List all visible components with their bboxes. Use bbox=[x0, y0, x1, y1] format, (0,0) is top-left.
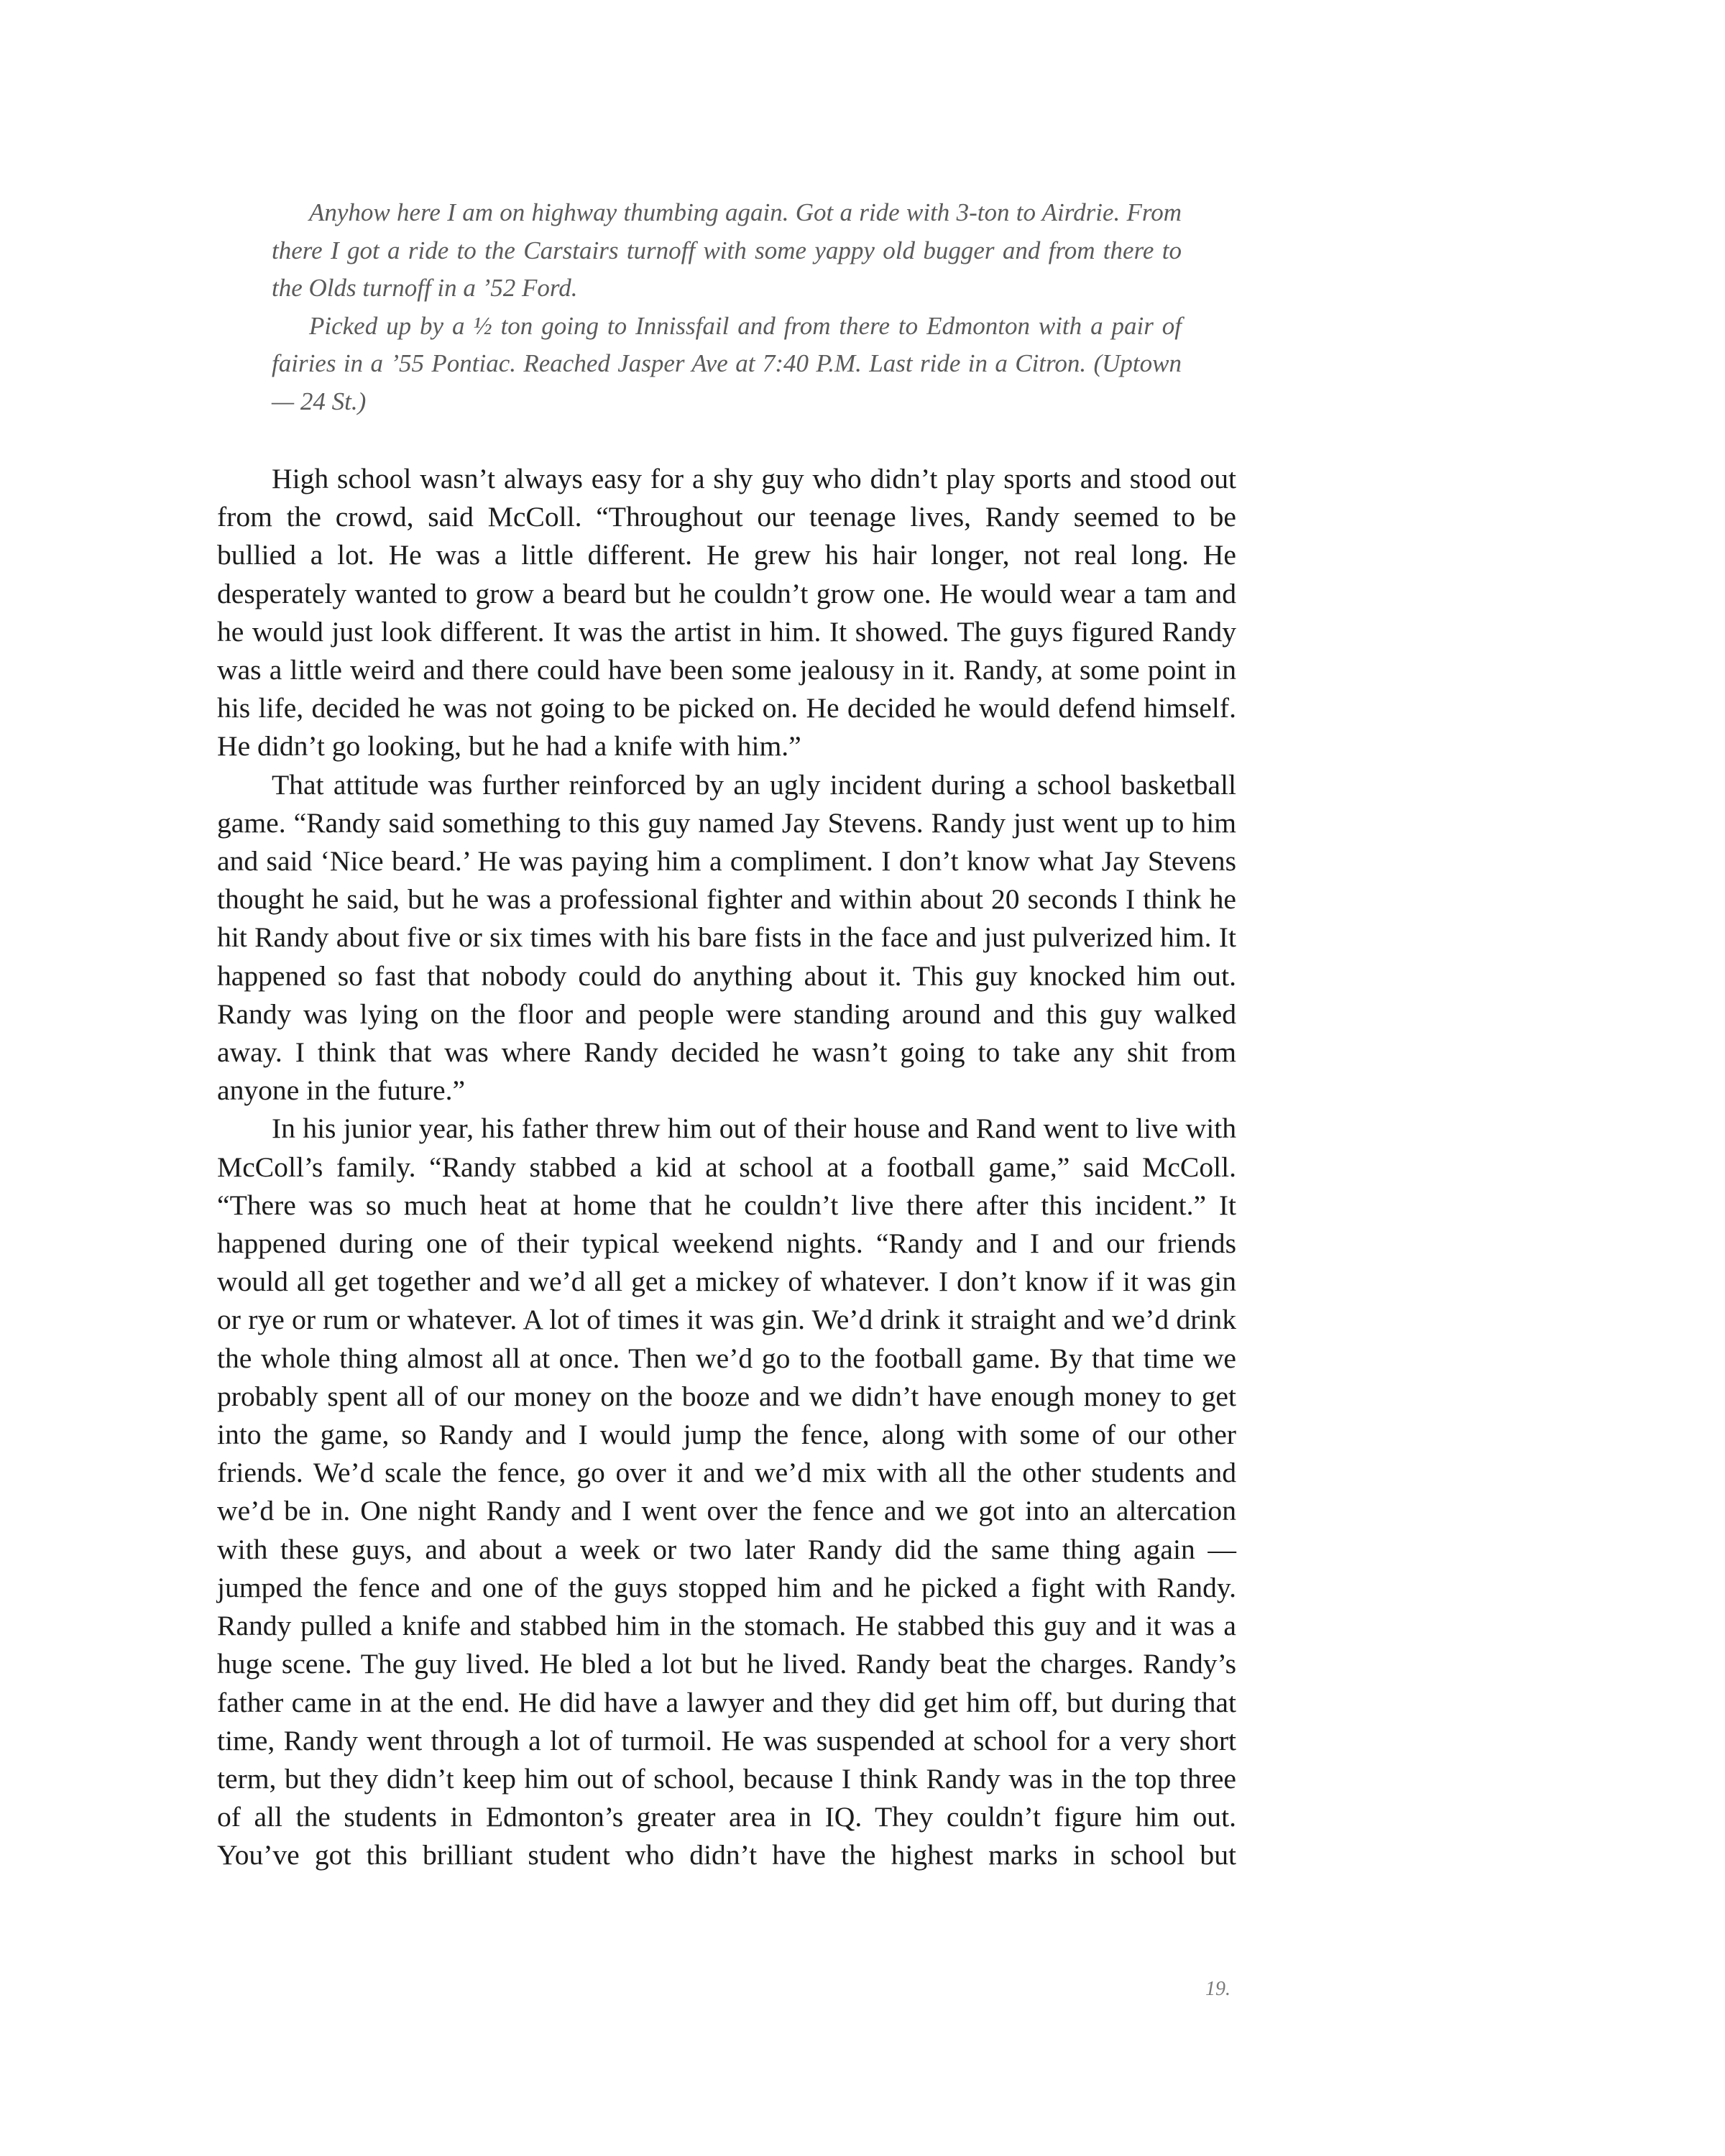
body-paragraph: In his junior year, his father threw him out of their house and Rand went to live with McColl’s family. “Randy stabbed a kid at school at a football game,” said McColl. “There was so much heat at home that he couldn’t live there after this incident.” It happened during one of their typical weekend nights. “Randy and I and our friends would all get together and we’d all get a mickey of whatever. I don’t know if it was gin or rye or rum or whatever. A lot of times it was gin. We’d drink it straight and we’d drink the whole thing almost all at once. Then we’d go to the football game. By that time we probably spent all of our money on the booze and we didn’t have enough money to get into the game, so Randy and I would jump the fence, along with some of our other friends. We’d scale the fence, go over it and we’d mix with all the other students and we’d be in. One night Randy and I went over the fence and we got into an altercation with these guys, and about a week or two later Randy did the same thing again — jumped the fence and one of the guys stopped him and he picked a fight with Randy. Randy pulled a knife and stabbed him in the stomach. He stabbed this guy and it was a huge scene. The guy lived. He bled a lot but he lived. Randy beat the charges. Randy’s father came in at the end. He did have a lawyer and they did get him off, but during that time, Randy went through a lot of turmoil. He was suspended at school for a very short term, but they didn’t keep him out of school, because I think Randy was in the top three of all the students in Edmonton’s greater area in IQ. They couldn’t figure him out. You’ve got this brilliant student who didn’t have the highest marks in school but bbox=[217, 1112, 1236, 1871]
body-paragraph: High school wasn’t always easy for a shy guy who didn’t play sports and stood out from the crowd, said McColl. “Throughout our teenage lives, Randy seemed to be bullied a lot. He was a little different. He grew his hair longer, not real long. He desperately wanted to grow a beard but he couldn’t grow one. He would wear a tam and he would just look different. It was the artist in him. It showed. The guys figured Randy was a little weird and there could have been some jealousy in it. Randy, at some point in his life, decided he was not going to be picked on. He decided he would defend himself. He didn’t go looking, but he had a knife with him.” bbox=[217, 463, 1236, 763]
body-paragraph: That attitude was further reinforced by an ugly incident during a school basketball game. “Randy said something to this guy named Jay Stevens. Randy just went up to him and said ‘Nice beard.’ He was paying him a compliment. I don’t know what Jay Stevens thought he said, but he was a professional fighter and within about 20 seconds I think he hit Randy about five or six times with his bare fists in the face and just pulverized him. It happened so fast that nobody could do anything about it. This guy knocked him out. Randy was lying on the floor and people were standing around and this guy walked away. I think that was where Randy decided he wasn’t going to take any shit from anyone in the future.” bbox=[217, 768, 1236, 1107]
page-number: 19. bbox=[1205, 1978, 1230, 2000]
extract-paragraph: Anyhow here I am on highway thumbing again. Got a ride with 3-ton to Airdrie. From there I got a ride to the Carstairs turnoff with some yappy old bugger and from there to the Olds turnoff in a ’52 Ford. bbox=[272, 198, 1182, 302]
extract-paragraph: Picked up by a ½ ton going to Innissfail and from there to Edmonton with a pair of fairies in a ’55 Pontiac. Reached Jasper Ave at 7:40 P.M. Last ride in a Citron. (Uptown — 24 St.) bbox=[272, 311, 1182, 415]
body-text bbox=[217, 460, 1236, 1875]
diary-extract bbox=[272, 194, 1182, 420]
